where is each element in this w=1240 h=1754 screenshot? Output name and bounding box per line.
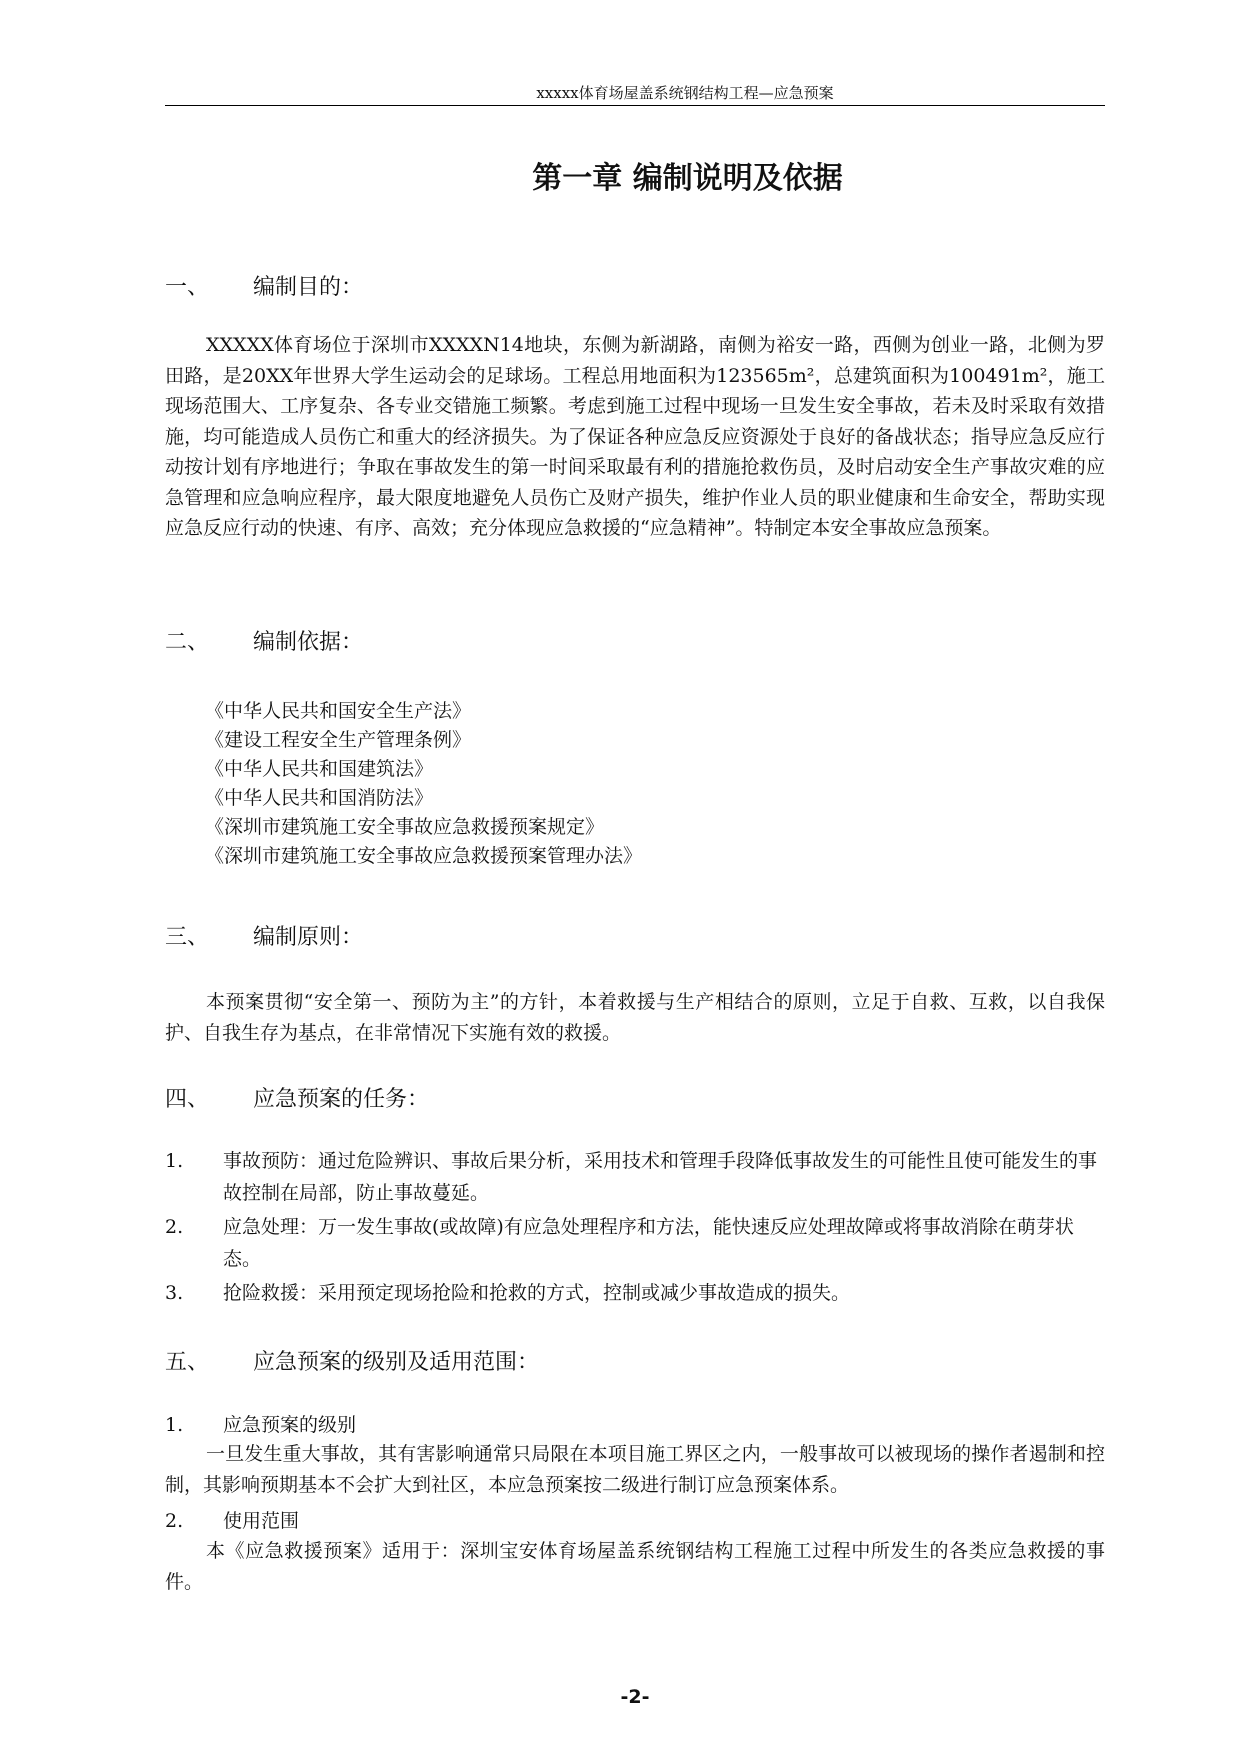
scope-range-paragraph: 本《应急救援预案》适用于：深圳宝安体育场屋盖系统钢结构工程施工过程中所发生的各类应急救援的事件。 <box>165 1540 1105 1593</box>
section-heading-tasks <box>165 1082 429 1113</box>
basis-item: 《深圳市建筑施工安全事故应急救援预案管理办法》 <box>205 845 643 867</box>
section-number: 五、 <box>165 1350 210 1375</box>
subsection-number: 2. <box>165 1510 184 1532</box>
task-number: 3. <box>165 1282 184 1304</box>
basis-item: 《中华人民共和国建筑法》 <box>205 758 434 780</box>
task-number: 2. <box>165 1216 184 1238</box>
header-rule <box>165 105 1105 106</box>
task-item <box>165 1145 1105 1209</box>
section-number: 一、 <box>165 275 210 300</box>
task-item <box>165 1211 1105 1275</box>
section-heading-scope <box>165 1345 539 1376</box>
task-text: 事故预防：通过危险辨识、事故后果分析，采用技术和管理手段降低事故发生的可能性且使可能发生的事故控制在局部，防止事故蔓延。 <box>223 1150 1098 1204</box>
section-number: 二、 <box>165 630 210 655</box>
section-title: 应急预案的任务： <box>253 1087 430 1112</box>
section-number: 三、 <box>165 925 210 950</box>
purpose-paragraph: XXXXX体育场位于深圳市XXXXN14地块，东侧为新湖路，南侧为裕安一路，西侧为创业一路，北侧为罗田路，是20XX年世界大学生运动会的足球场。工程总用地面积为123565m²，总建筑面积为100491m²，施工现场范围大、工序复杂、各专业交错施工频繁。考虑到施工过程中现场一旦发生安全事故，若未及时采取有效措施，均可能造成人员伤亡和重大的经济损失。为了保证各种应急反应资源处于良好的备战状态；指导应急反应行动按计划有序地进行；争取在事故发生的第一时间采取最有利的措施抢救伤员，及时启动安全生产事故灾难的应急管理和应急响应程序，最大限度地避免人员伤亡及财产损失，维护作业人员的职业健康和生命安全，帮助实现应急反应行动的快速、有序、高效；充分体现应急救援的“应急精神”。特制定本安全事故应急预案。 <box>165 334 1105 539</box>
task-number: 1. <box>165 1150 184 1172</box>
section-heading-principle <box>165 920 363 951</box>
section-heading-basis <box>165 625 363 656</box>
basis-item: 《中华人民共和国安全生产法》 <box>205 700 472 722</box>
section-title: 编制依据： <box>253 630 364 655</box>
page-header: xxxxx体育场屋盖系统钢结构工程—应急预案 <box>536 84 834 102</box>
basis-item: 《深圳市建筑施工安全事故应急救援预案规定》 <box>205 816 605 838</box>
section-number: 四、 <box>165 1087 210 1112</box>
section-title: 应急预案的级别及适用范围： <box>253 1350 540 1375</box>
task-text: 应急处理：万一发生事故(或故障)有应急处理程序和方法，能快速反应处理故障或将事故消除在萌芽状态。 <box>223 1216 1074 1270</box>
basis-list <box>205 697 642 871</box>
subsection-title: 使用范围 <box>223 1510 300 1532</box>
task-item <box>165 1277 1105 1309</box>
section-title: 编制原则： <box>253 925 364 950</box>
section-title: 编制目的： <box>253 275 364 300</box>
page-number: -2- <box>620 1686 650 1708</box>
scope-range-heading <box>165 1506 299 1533</box>
subsection-title: 应急预案的级别 <box>223 1414 357 1436</box>
scope-level-paragraph: 一旦发生重大事故，其有害影响通常只局限在本项目施工界区之内，一般事故可以被现场的操作者遏制和控制，其影响预期基本不会扩大到社区，本应急预案按二级进行制订应急预案体系。 <box>165 1443 1105 1496</box>
principle-paragraph: 本预案贯彻“安全第一、预防为主”的方针，本着救援与生产相结合的原则，立足于自救、互救，以自我保护、自我生存为基点，在非常情况下实施有效的救援。 <box>165 991 1105 1044</box>
basis-item: 《建设工程安全生产管理条例》 <box>205 729 472 751</box>
task-text: 抢险救援：采用预定现场抢险和抢救的方式，控制或减少事故造成的损失。 <box>223 1282 851 1304</box>
chapter-title: 第一章 编制说明及依据 <box>532 161 843 196</box>
section-heading-purpose <box>165 270 363 301</box>
basis-item: 《中华人民共和国消防法》 <box>205 787 434 809</box>
subsection-number: 1. <box>165 1414 184 1436</box>
scope-level-heading <box>165 1410 356 1437</box>
